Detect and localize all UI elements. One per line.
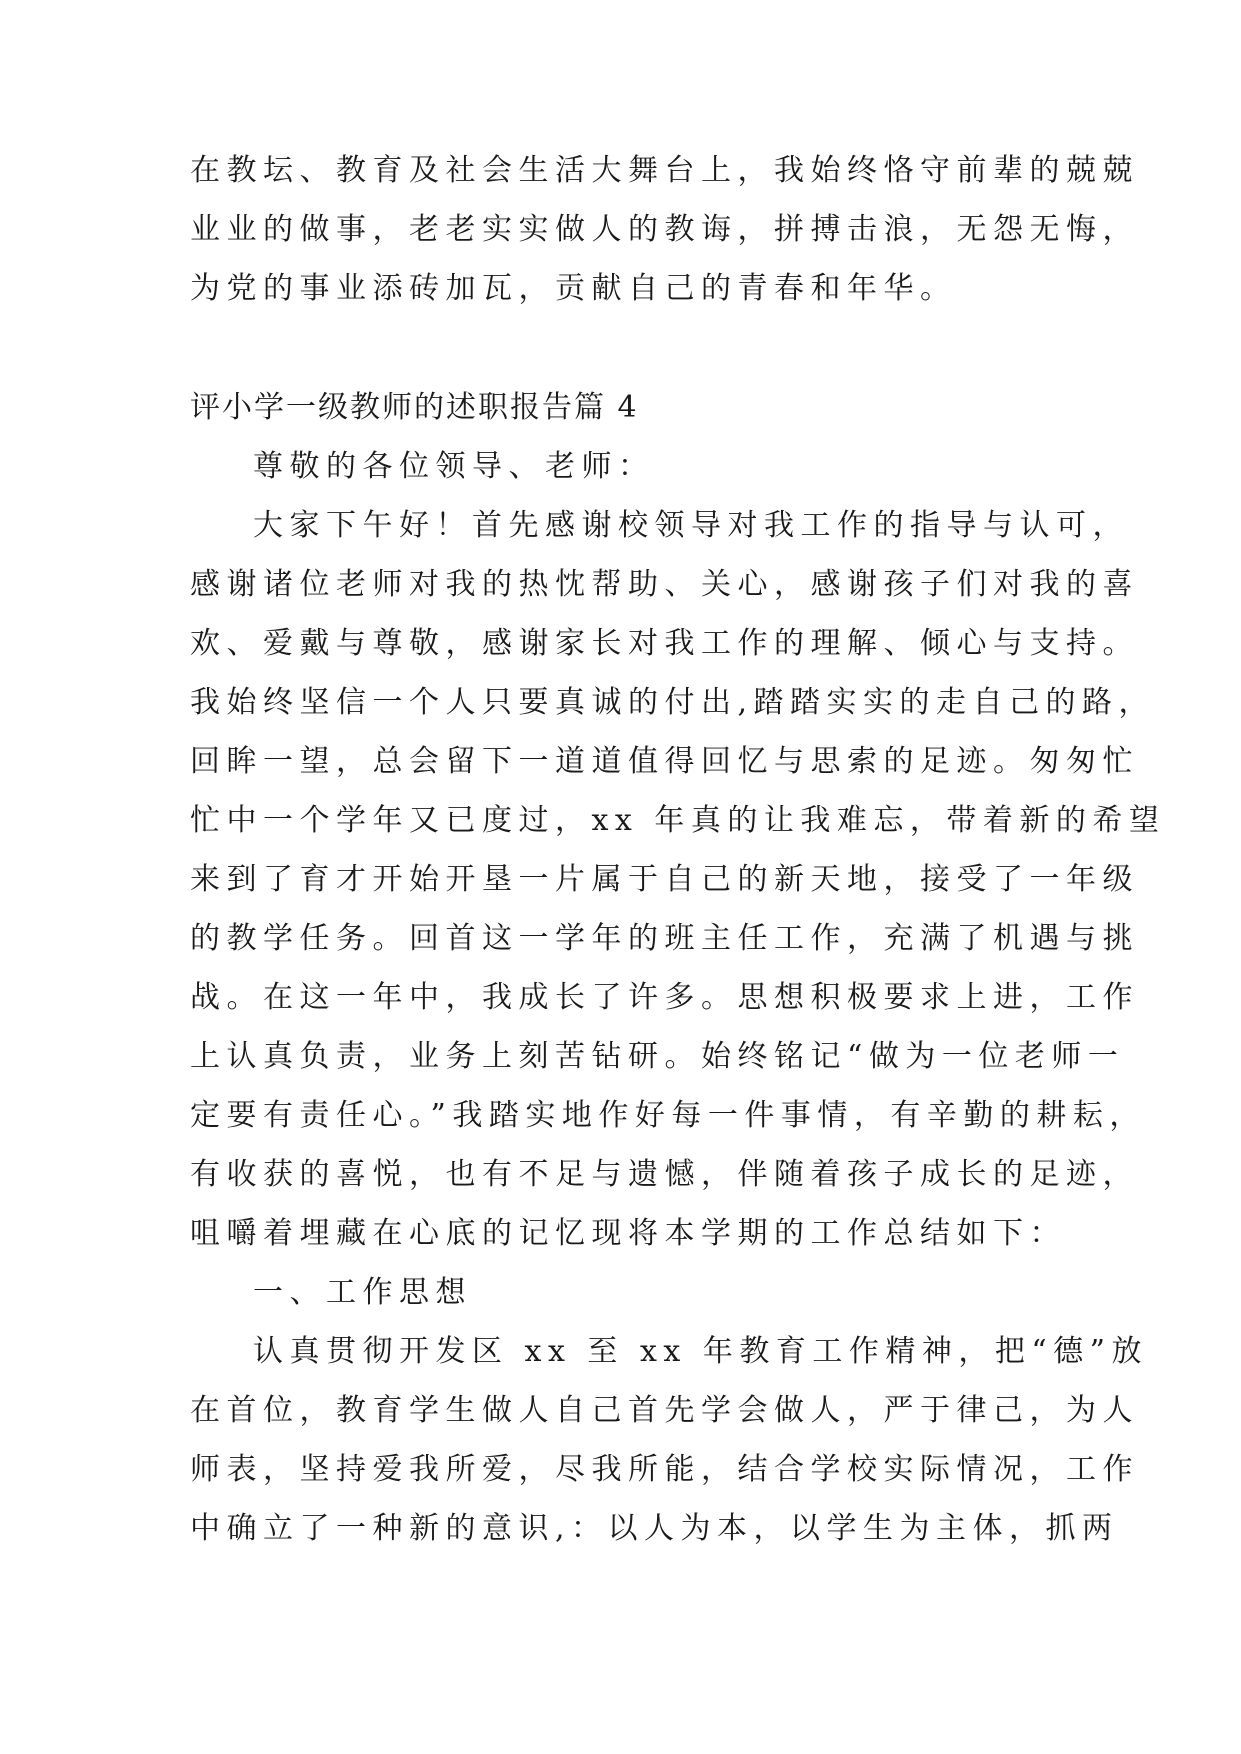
paragraph-line: 战。在这一年中，我成长了许多。思想积极要求上进，工作 [190,980,1139,1015]
paragraph-line: 来到了育才开始开垦一片属于自己的新天地，接受了一年级 [190,862,1139,897]
paragraph-line: 认真贯彻开发区 xx 至 xx 年教育工作精神，把“德”放 [253,1334,1148,1369]
paragraph-line: 业业的做事，老老实实做人的教诲，拼搏击浪，无怨无悔， [190,212,1139,247]
paragraph-line: 上认真负责，业务上刻苦钻研。始终铭记“做为一位老师一 [190,1039,1125,1074]
paragraph-line: 为党的事业添砖加瓦，贡献自己的青春和年华。 [190,271,957,306]
paragraph-line: 大家下午好！首先感谢校领导对我工作的指导与认可， [253,508,1129,543]
paragraph-line: 感谢诸位老师对我的热忱帮助、关心，感谢孩子们对我的喜 [190,567,1139,602]
paragraph-line: 中确立了一种新的意识,：以人为本，以学生为主体，抓两 [190,1511,1119,1546]
paragraph-line: 欢、爱戴与尊敬，感谢家长对我工作的理解、倾心与支持。 [190,626,1139,661]
paragraph-line: 定要有责任心。”我踏实地作好每一件事情，有辛勤的耕耘， [190,1098,1146,1133]
paragraph-line: 我始终坚信一个人只要真诚的付出,踏踏实实的走自己的路， [190,685,1156,720]
subsection-heading: 一、工作思想 [253,1275,472,1310]
paragraph-line: 回眸一望，总会留下一道道值得回忆与思索的足迹。匆匆忙 [190,744,1139,779]
salutation-line: 尊敬的各位领导、老师： [253,449,655,484]
paragraph-line: 的教学任务。回首这一学年的班主任工作，充满了机遇与挑 [190,921,1139,956]
section-heading: 评小学一级教师的述职报告篇 4 [190,390,639,425]
paragraph-line: 咀嚼着埋藏在心底的记忆现将本学期的工作总结如下： [190,1216,1066,1251]
paragraph-line: 师表，坚持爱我所爱，尽我所能，结合学校实际情况，工作 [190,1452,1139,1487]
paragraph-line: 在首位，教育学生做人自己首先学会做人，严于律己，为人 [190,1393,1139,1428]
paragraph-line: 有收获的喜悦，也有不足与遗憾，伴随着孩子成长的足迹， [190,1157,1139,1192]
paragraph-line: 在教坛、教育及社会生活大舞台上，我始终恪守前辈的兢兢 [190,153,1139,188]
paragraph-line: 忙中一个学年又已度过，xx 年真的让我难忘，带着新的希望 [190,803,1166,838]
